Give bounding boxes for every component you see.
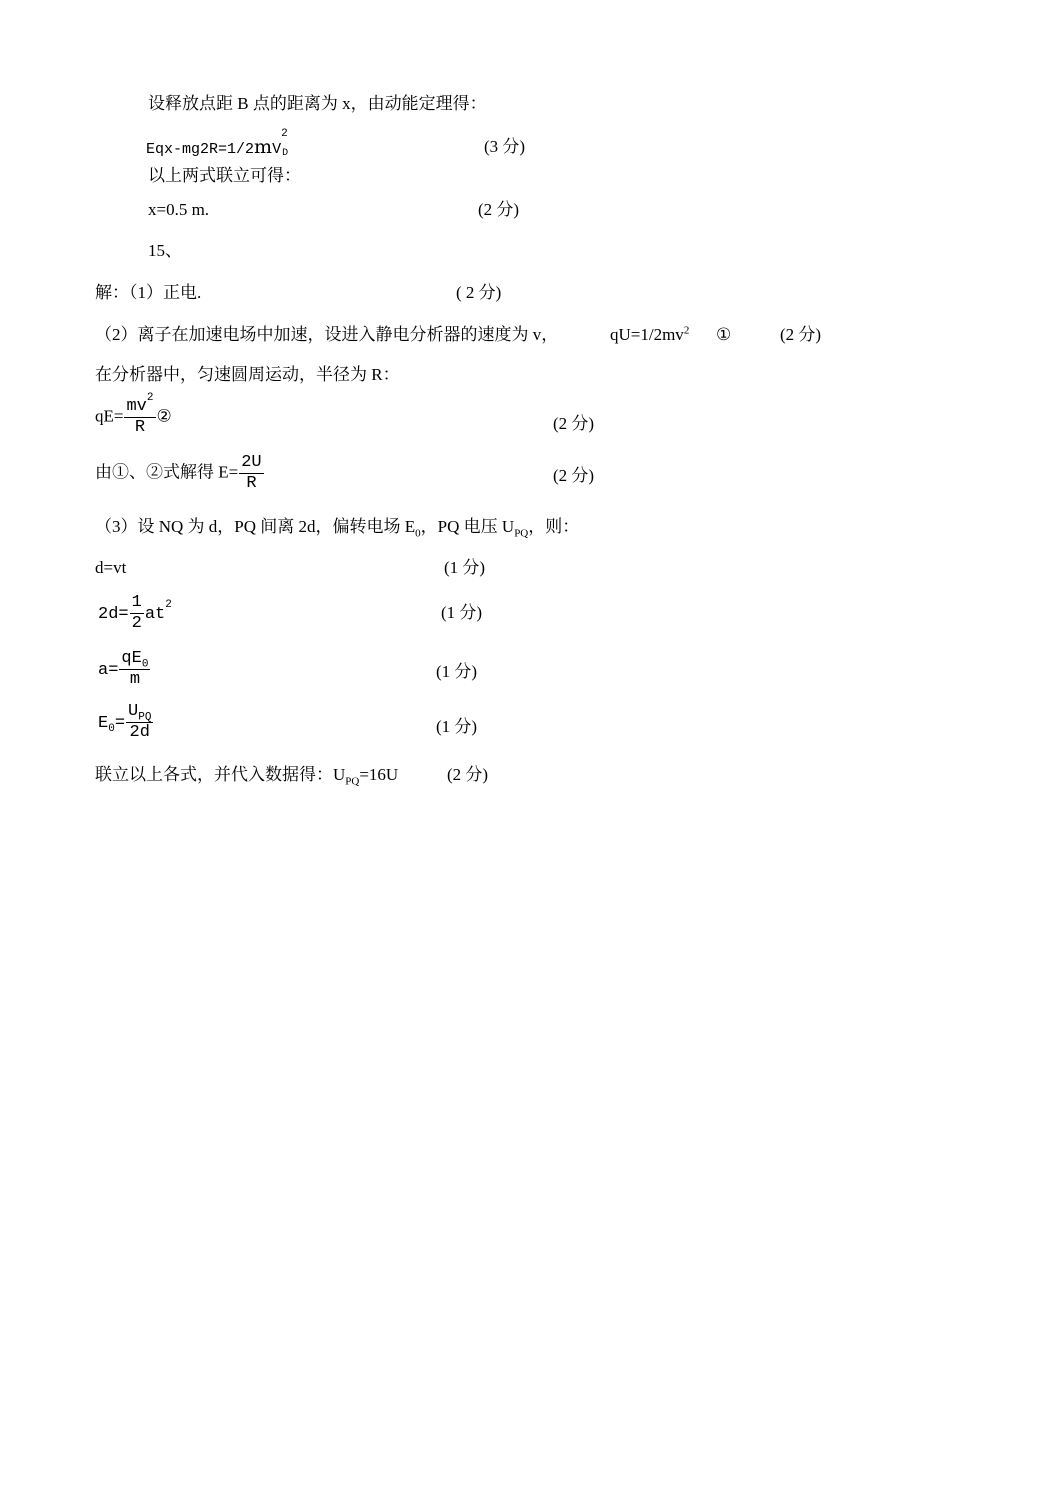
equation-marker: ① (716, 325, 732, 344)
score-label: ( 2 分) (456, 283, 502, 302)
equation-field (95, 454, 265, 493)
numerator: 1 (131, 593, 142, 612)
superscript: 2 (683, 324, 690, 337)
subscript: PQ (345, 775, 360, 788)
text-segment: ，则： (528, 517, 580, 536)
score-label: (2 分) (553, 466, 595, 485)
equals-sign: = (114, 713, 126, 733)
equation-lhs: qE= (95, 406, 124, 426)
equation-kinetic (610, 326, 689, 343)
final-result (95, 765, 399, 788)
denominator: R (246, 473, 257, 493)
equation-marker: ② (156, 406, 172, 426)
solution-part-1: 解：（1）正电. (95, 283, 202, 302)
equation-mass: m (254, 136, 273, 158)
equation-lhs: a= (98, 660, 119, 680)
equation-velocity: V (272, 141, 282, 158)
subscript: 0 (141, 658, 149, 671)
superscript: 2 (146, 392, 154, 405)
equation-lhs: 由①、②式解得 E= (95, 462, 239, 482)
score-label: (2 分) (553, 414, 595, 433)
fraction (119, 650, 150, 689)
question-number: 15、 (148, 241, 182, 260)
score-label: (1 分) (436, 662, 478, 681)
score-label: (1 分) (436, 717, 478, 736)
equation-field-strength (98, 703, 154, 742)
equation-centripetal (95, 392, 172, 437)
equation-acceleration (98, 650, 151, 689)
numerator: qE (121, 649, 142, 668)
result-line: x=0.5 m. (148, 200, 210, 219)
equation-text: qU=1/2mv (610, 325, 684, 344)
denominator: R (134, 417, 146, 437)
equation-deflection (98, 594, 172, 633)
solution-part-3 (95, 517, 580, 540)
superscript: 2 (281, 128, 288, 140)
fraction (239, 454, 263, 493)
numerator: 2U (241, 453, 262, 472)
fraction (130, 594, 144, 633)
subscript: 0 (108, 723, 115, 736)
numerator: mv (126, 397, 147, 416)
denominator: 2 (131, 613, 142, 633)
score-label: (3 分) (484, 137, 526, 156)
equation-text: Eqx-mg2R=1/2 (146, 141, 255, 158)
text-segment: 联立以上各式，并代入数据得：U (95, 765, 346, 784)
superscript: 2 (165, 599, 172, 612)
equation-lhs: 2d= (98, 604, 129, 624)
score-label: (1 分) (441, 603, 483, 622)
denominator: m (129, 669, 141, 689)
equation-energy (146, 128, 291, 159)
score-label: (2 分) (478, 200, 520, 219)
fraction (124, 392, 155, 437)
fraction (126, 703, 153, 742)
subscript: PQ (514, 527, 529, 540)
score-label: (2 分) (447, 765, 489, 784)
denominator: 2d (129, 722, 150, 742)
text-line: 设释放点距 B 点的距离为 x，由动能定理得： (148, 94, 487, 113)
score-label: (2 分) (780, 325, 822, 344)
score-label: (1 分) (444, 558, 486, 577)
text-line: 在分析器中，匀速圆周运动，半径为 R： (95, 365, 400, 384)
equation-lhs: E (98, 713, 109, 733)
text-line: 以上两式联立可得： (148, 166, 301, 185)
subscript: 0 (415, 527, 421, 540)
subscript: D (282, 148, 289, 159)
equation-displacement: d=vt (95, 558, 127, 577)
text-segment: =16U (359, 765, 399, 784)
text-segment: ，PQ 电压 U (420, 517, 515, 536)
subscript: PQ (138, 711, 152, 724)
equation-rhs: at (144, 604, 166, 624)
numerator: U (128, 702, 139, 721)
text-segment: （3）设 NQ 为 d，PQ 间离 2d，偏转电场 E (95, 517, 416, 536)
solution-part-2: （2）离子在加速电场中加速，设进入静电分析器的速度为 v， (95, 325, 559, 344)
